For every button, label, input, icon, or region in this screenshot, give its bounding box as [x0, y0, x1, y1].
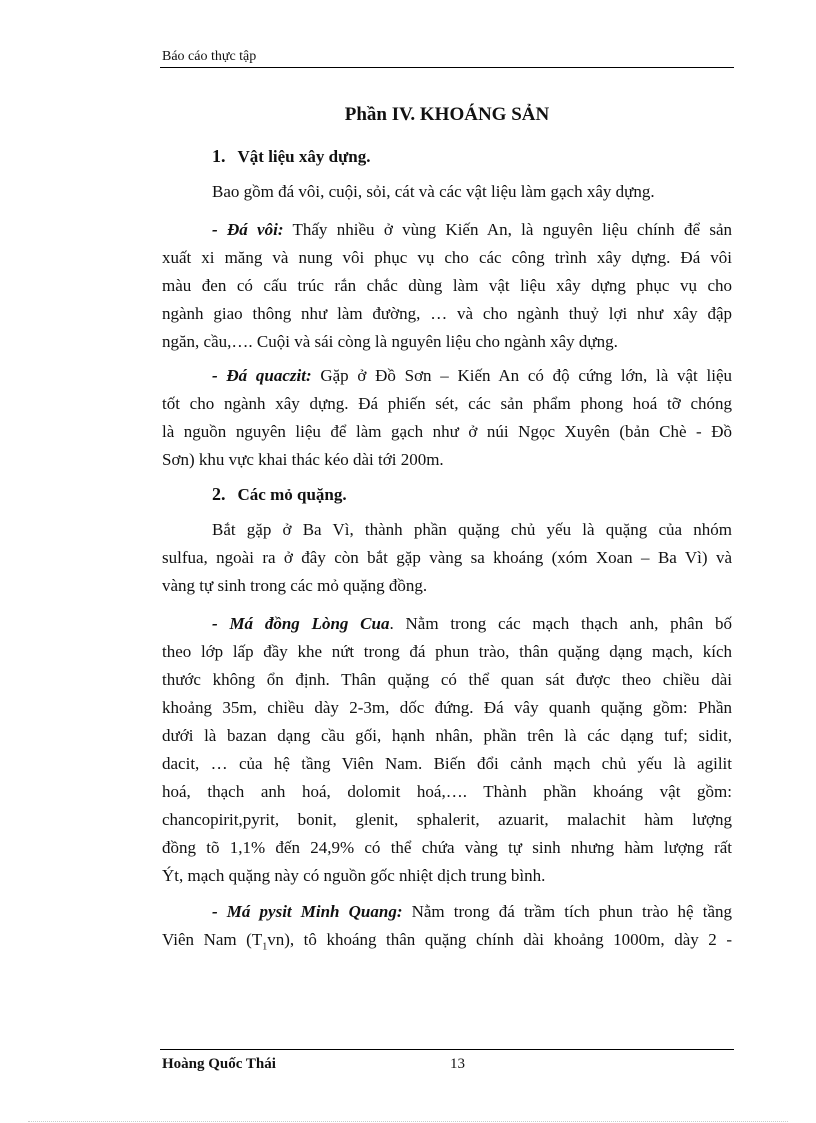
footer-author: Hoàng Quốc Thái	[162, 1056, 276, 1072]
footer-rule	[160, 1049, 734, 1050]
text-line-rest: Thấy nhiều ở vùng Kiến An, là nguyên liệu chính để sản	[283, 220, 733, 239]
section-number: 1.	[212, 146, 226, 166]
text-line	[162, 898, 732, 926]
text-line: Ýt, mạch quặng này có nguồn gốc nhiệt dịch trung bình.	[162, 866, 546, 885]
header-rule	[160, 67, 734, 68]
section-title: Vật liệu xây dựng.	[237, 147, 371, 166]
text-line-rest: Gặp ở Đồ Sơn – Kiến An có độ cứng lớn, là vật liệu	[311, 366, 732, 385]
text-line: ngăn, cầu,…. Cuội và sái còng là nguyên liệu cho ngành xây dựng.	[162, 332, 618, 351]
text-line: ngành giao thông như làm đường, … và cho ngành thuỷ lợi như xây đập	[162, 304, 732, 323]
text-line: màu đen có cấu trúc rắn chắc dùng làm vật liệu xây dựng phục vụ cho	[162, 276, 732, 295]
text-line: vàng tự sinh trong các mỏ quặng đồng.	[162, 576, 428, 595]
text-line	[162, 610, 732, 638]
text-fragment: Viên Nam (T	[162, 930, 263, 949]
lead-term: - Đá vôi:	[212, 220, 284, 239]
page-title: Phần IV. KHOÁNG SẢN	[344, 104, 550, 125]
text-line: dưới là bazan dạng cầu gối, hạnh nhân, phần trên là các dạng tuf; sidit,	[162, 726, 732, 745]
subscript: 1	[262, 941, 268, 953]
section-title: Các mỏ quặng.	[237, 485, 347, 504]
text-line	[162, 216, 732, 244]
paragraph-intro	[162, 178, 732, 206]
text-line	[162, 926, 732, 961]
text-line: xuất xi măng và nung vôi phục vụ cho các công trình xây dựng. Đá vôi	[162, 248, 732, 267]
section-heading-2	[212, 484, 347, 505]
text-line: theo lớp lấp đầy khe nứt trong đá phun trào, thân quặng dạng mạch, kích	[162, 642, 732, 661]
lead-term: - Má pysit Minh Quang:	[212, 902, 403, 921]
text-line: là nguồn nguyên liệu để làm gạch như ở núi Ngọc Xuyên (bản Chè - Đồ	[162, 422, 732, 441]
paragraph-mo-pysit-minh-quang	[162, 898, 732, 961]
lead-term: - Đá quaczit:	[212, 366, 312, 385]
text-line: dacit, … của hệ tầng Viên Nam. Biến đổi cảnh mạch chủ yếu là agilit	[162, 754, 732, 773]
text-line: Bao gồm đá vôi, cuội, sỏi, cát và các vật liệu làm gạch xây dựng.	[212, 182, 655, 201]
page-edge	[28, 1121, 788, 1122]
text-line: chancopirit,pyrit, bonit, glenit, sphalerit, azuarit, malachit hàm lượng	[162, 810, 732, 829]
paragraph-mo-quang-intro	[162, 516, 732, 600]
text-line	[162, 362, 732, 390]
paragraph-mo-dong-long-cua	[162, 610, 732, 890]
section-heading-1	[212, 146, 371, 167]
paragraph-da-quaczit	[162, 362, 732, 474]
text-line: thước không ổn định. Thân quặng có thể quan sát được theo chiều dài	[162, 670, 732, 689]
text-line-rest: Nằm trong đá trầm tích phun trào hệ tầng	[402, 902, 732, 921]
text-line: tốt cho ngành xây dựng. Đá phiến sét, các sản phẩm phong hoá tỡ chóng	[162, 394, 732, 413]
page-number: 13	[450, 1056, 465, 1072]
text-line: Sơn) khu vực khai thác kéo dài tới 200m.	[162, 450, 444, 469]
section-number: 2.	[212, 484, 226, 504]
paragraph-da-voi	[162, 216, 732, 356]
lead-term: - Má đồng Lòng Cua	[212, 614, 390, 633]
text-line: đồng tõ 1,1% đến 24,9% có thể chứa vàng tự sinh nhưng hàm lượng rất	[162, 838, 732, 857]
text-line: Bắt gặp ở Ba Vì, thành phần quặng chủ yếu là quặng của nhóm	[212, 520, 732, 539]
text-line: hoá, thạch anh hoá, dolomit hoá,…. Thành phần khoáng vật gồm:	[162, 782, 732, 801]
text-line-rest: . Nằm trong các mạch thạch anh, phân bố	[389, 614, 732, 633]
text-fragment: vn), tô khoáng thân quặng chính dài khoảng 1000m, dày 2 -	[267, 930, 732, 949]
text-line: khoảng 35m, chiều dày 2-3m, dốc đứng. Đá vây quanh quặng gồm: Phần	[162, 698, 732, 717]
page-header-text: Báo cáo thực tập	[162, 49, 257, 64]
text-line: sulfua, ngoài ra ở đây còn bắt gặp vàng sa khoáng (xóm Xoan – Ba Vì) và	[162, 548, 732, 567]
